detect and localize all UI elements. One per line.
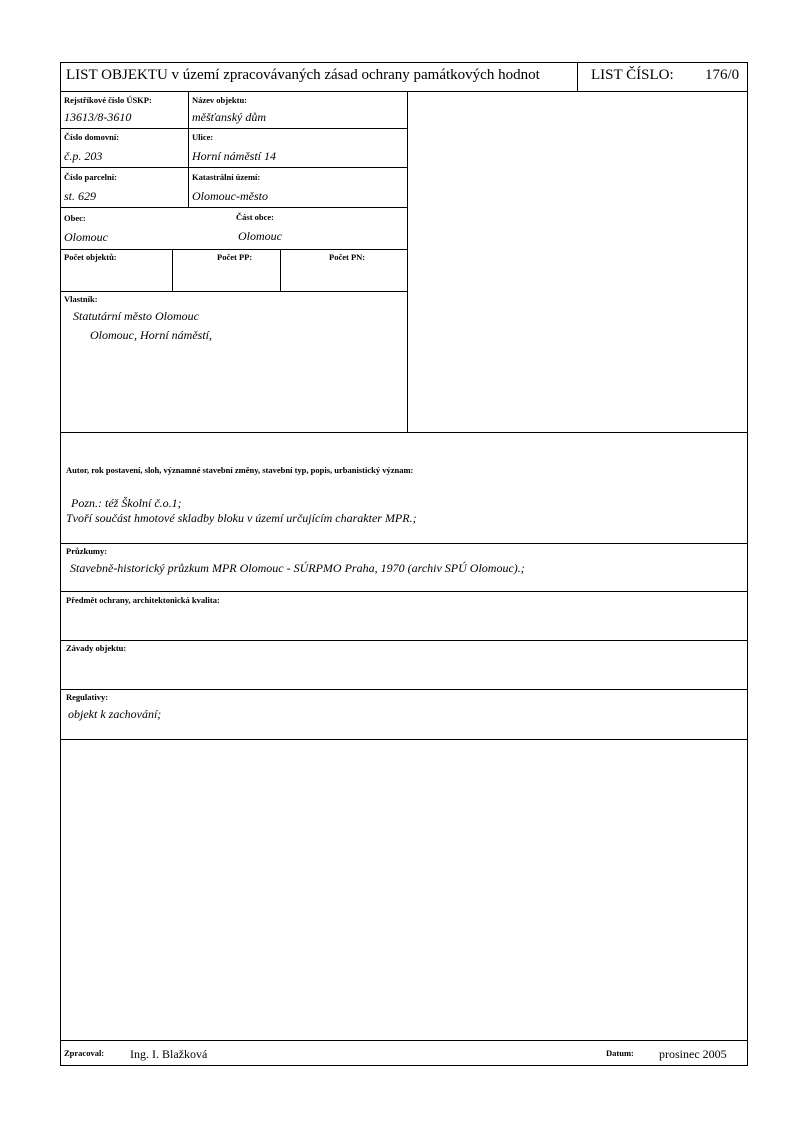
list-cislo-value: 176/0 — [705, 67, 740, 83]
header-divider — [577, 62, 578, 92]
predmet-ochrany-label: Předmět ochrany, architektonická kvalita: — [66, 595, 220, 605]
cislo-parcelni-label: Číslo parcelní: — [64, 172, 117, 182]
rejstrikove-cislo-label: Rejstříkové číslo ÚSKP: — [64, 95, 152, 105]
form-title: LIST OBJEKTU v území zpracovávaných zásad ochrany památkových hodnot — [66, 67, 540, 83]
cislo-domovni-label: Číslo domovní: — [64, 132, 120, 142]
section-line-predmet — [60, 640, 748, 641]
obec-label: Obec: — [64, 213, 86, 223]
col-divider-1 — [188, 91, 189, 208]
row-line-1 — [60, 128, 407, 129]
obec-value: Olomouc — [64, 230, 108, 244]
row-line-4 — [60, 249, 407, 250]
datum-label: Datum: — [606, 1048, 634, 1058]
cast-obce-label: Část obce: — [236, 212, 275, 222]
datum-value: prosinec 2005 — [659, 1047, 727, 1061]
nazev-objektu-value: měšťanský dům — [192, 110, 267, 124]
regulativy-value: objekt k zachování; — [68, 707, 162, 721]
vlastnik-line-2: Olomouc, Horní náměstí, — [90, 328, 212, 342]
row-line-2 — [60, 167, 407, 168]
popis-label: Autor, rok postavení, sloh, významné stavební změny, stavební typ, popis, urbanistický význam: — [66, 465, 414, 475]
katastralni-uzemi-label: Katastrální území: — [192, 172, 261, 182]
vlastnik-line-1: Statutární město Olomouc — [73, 309, 199, 323]
zpracoval-label: Zpracoval: — [64, 1048, 105, 1058]
row-line-3 — [60, 207, 407, 208]
cislo-parcelni-value: st. 629 — [64, 189, 97, 203]
vlastnik-label: Vlastník: — [64, 294, 98, 304]
row-line-5 — [60, 291, 407, 292]
section-line-popis — [60, 543, 748, 544]
zpracoval-value: Ing. I. Blažková — [130, 1047, 208, 1061]
photo-area-divider — [407, 91, 408, 432]
cislo-domovni-value: č.p. 203 — [64, 149, 103, 163]
pruzkumy-value: Stavebně-historický průzkum MPR Olomouc - SÚRPMO Praha, 1970 (archiv SPÚ Olomouc).; — [70, 561, 525, 575]
section-line-pruzkumy — [60, 591, 748, 592]
rejstrikove-cislo-value: 13613/8-3610 — [64, 110, 132, 124]
section-line-zavady — [60, 689, 748, 690]
ulice-value: Horní náměstí 14 — [192, 149, 276, 163]
ulice-label: Ulice: — [192, 132, 214, 142]
zavady-label: Závady objektu: — [66, 643, 127, 653]
count-divider-2 — [280, 249, 281, 291]
popis-line-2: Tvoří součást hmotové skladby bloku v území určujícím charakter MPR.; — [66, 511, 417, 525]
regulativy-label: Regulativy: — [66, 692, 109, 702]
popis-line-1: Pozn.: též Školní č.o.1; — [71, 496, 182, 510]
pocet-pn-label: Počet PN: — [329, 252, 366, 262]
pocet-objektu-label: Počet objektů: — [64, 252, 117, 262]
section-line-regulativy — [60, 739, 748, 740]
cast-obce-value: Olomouc — [238, 229, 282, 243]
katastralni-uzemi-value: Olomouc-město — [192, 189, 268, 203]
nazev-objektu-label: Název objektu: — [192, 95, 248, 105]
pocet-pp-label: Počet PP: — [217, 252, 253, 262]
list-cislo-label: LIST ČÍSLO: — [591, 67, 674, 83]
count-divider-1 — [172, 249, 173, 291]
top-block-bottom — [60, 432, 748, 433]
pruzkumy-label: Průzkumy: — [66, 546, 108, 556]
